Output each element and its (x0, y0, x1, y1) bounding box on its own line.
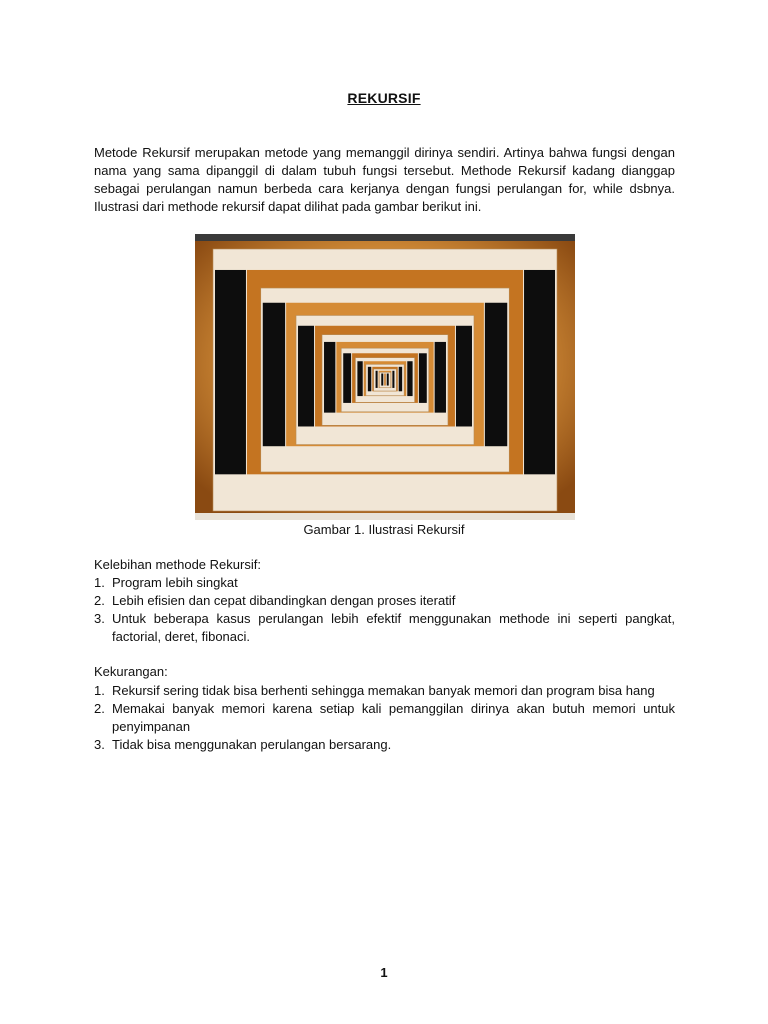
screen-black-bar (387, 374, 389, 386)
page-number: 1 (380, 965, 388, 980)
list-item-text: Tidak bisa menggunakan perulangan bersarang. (112, 737, 392, 752)
page-title: REKURSIF (347, 90, 421, 106)
list-item-text: Memakai banyak memori karena setiap kali pemanggilan dirinya akan butuh memori untuk penyimpanan (112, 701, 675, 734)
advantages-list (94, 574, 675, 646)
list-item-number: 3. (94, 737, 105, 752)
list-item-text: Rekursif sering tidak bisa berhenti sehingga memakan banyak memori dan program bisa hang (112, 683, 655, 698)
screen-black-bar (524, 270, 555, 474)
list-item (94, 574, 675, 592)
screen-black-bar (215, 270, 246, 474)
list-item-text: Lebih efisien dan cepat dibandingkan dengan proses iteratif (112, 593, 456, 608)
screen-black-bar (368, 367, 371, 391)
nested-screen (384, 374, 385, 386)
list-item-number: 3. (94, 611, 105, 626)
list-item-number: 2. (94, 593, 105, 608)
disadvantages-list (94, 682, 675, 754)
screen-black-bar (298, 326, 314, 427)
intro-paragraph: Metode Rekursif merupakan metode yang memanggil dirinya sendiri. Artinya bahwa fungsi dengan nama yang sama dipanggil di dalam tubuh fungsi tersebut. Methode Rekursif kadang dianggap sebagai perulangan namun berbeda cara kerjanya dengan fungsi perulangan for, while dsbnya. Ilustrasi dari methode rekursif dapat dilihat pada gambar berikut ini. (94, 145, 675, 214)
list-item (94, 700, 675, 736)
screen-black-bar (407, 361, 412, 396)
figure-caption: Gambar 1. Ilustrasi Rekursif (303, 522, 465, 537)
screen-black-bar (456, 326, 472, 427)
screen-black-bar (399, 367, 402, 391)
screen-black-bar (485, 303, 507, 446)
advantages-heading: Kelebihan methode Rekursif: (94, 557, 261, 572)
screen-black-bar (376, 371, 378, 388)
screen-black-bar (343, 353, 351, 403)
screen-black-bar (324, 342, 335, 413)
list-item (94, 592, 675, 610)
list-item-number: 1. (94, 683, 105, 698)
screen-black-bar (435, 342, 446, 413)
list-item-text: Program lebih singkat (112, 575, 238, 590)
list-item (94, 682, 675, 700)
list-item (94, 610, 675, 646)
recursion-tunnel-graphic (195, 234, 575, 520)
list-item (94, 736, 675, 754)
disadvantages-heading: Kekurangan: (94, 664, 168, 679)
screen-black-bar (357, 361, 362, 396)
list-item-number: 2. (94, 701, 105, 716)
screen-black-bar (419, 353, 427, 403)
screen-black-bar (392, 371, 394, 388)
list-item-number: 1. (94, 575, 105, 590)
screen-black-bar (263, 303, 285, 446)
recursion-illustration-image (195, 234, 575, 520)
list-item-text: Untuk beberapa kasus perulangan lebih efektif menggunakan methode ini seperti pangkat, factorial, deret, fibonaci. (112, 611, 675, 644)
screen-black-bar (381, 374, 383, 386)
